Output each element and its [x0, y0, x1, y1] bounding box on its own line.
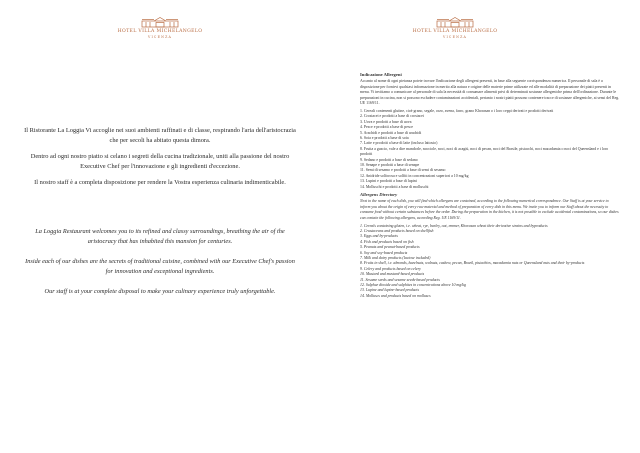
english-allergen-list [360, 224, 620, 300]
allergen-list-item: 12. Anidride solforosa e solfiti in concentrazioni superiori a 10 mg/kg [360, 173, 469, 178]
allergen-list-item: 2. Crustaceans and products based on shellfish [360, 228, 434, 233]
allergen-list-item: 14. Molluschi e prodotti a base di molluschi [360, 184, 429, 189]
allergen-list-item: 13. Lupine and lupine-based products [360, 288, 419, 293]
allergen-list-item: 3. Eggs and by-products [360, 234, 398, 239]
italian-allergen-intro: Accanto al nome di ogni pietanza potete trovare l'indicazione degli allergeni presenti, in base alla seguente corrispondenza numerica. Il personale di sala è a disposizione per fornirvi qualsiasi informazione in merito alla natura e origine delle materie prime utilizzate ed alle modalità di preparazione dei piatti presenti in menu. Vi invitiamo a comunicare al personale di sala la necessità di consumare alimenti privi di determinati sostanze allergeniche prima dell'ordinazione. Durante le preparazioni in cucina, non si possono escludere contaminazioni accidentali, pertanto i nostri piatti possono contenere tracce di sostanze allergeniche, ai sensi del Reg. UE 1169/11. [360, 79, 620, 106]
allergen-list-item: 8. Fruits in shell, i.e. almonds, hazelnuts, walnuts, cashew, pecan, Brazil, pistachios, macadamia nuts or Queensland nuts and their by-products [360, 261, 585, 266]
allergen-list-item: 4. Fish and products based on fish [360, 239, 414, 244]
villa-logo-icon [435, 16, 475, 28]
allergen-list-item: 7. Latte e prodotti a base di latte (incluso lattosio) [360, 141, 438, 146]
allergen-list-item: 9. Celery and products based on celery [360, 266, 421, 271]
right-page [320, 0, 640, 453]
allergen-list-item: 13. Lupini e prodotti a base di lupini [360, 179, 417, 184]
english-allergen-title: Allergens Directory [360, 192, 398, 198]
hotel-name: HOTEL VILLA MICHELANGELO [117, 29, 203, 34]
allergen-list-item: 14. Molluscs and products based on molluscs [360, 293, 431, 298]
italian-allergen-list [360, 109, 620, 190]
italian-welcome [22, 126, 298, 194]
allergen-list-item: 1. Cereals containing gluten, i.e. wheat, rye, barley, oat, emmer, Khorasan wheat their derivative strains and byproducts [360, 223, 548, 228]
allergen-list-item: 3. Uova e prodotti a base di uova [360, 119, 412, 124]
hotel-city: VICENZA [442, 35, 468, 39]
italian-paragraph: Il Ristorante La Loggia Vi accoglie nei suoi ambienti raffinati e di classe, respirando l'aria dell'aristocrazia che per secoli ha abitato questa dimora. [24, 127, 296, 144]
hotel-logo [115, 16, 205, 39]
english-paragraph: La Loggia Restaurant welcomes you to its refined and classy surroundings, breathing the air of the aristocracy that has inhabited this mansion for centuries. [35, 228, 285, 245]
allergen-list-item: 7. Milk and dairy products (lactose included) [360, 256, 431, 260]
allergen-info [360, 72, 620, 301]
allergen-list-item: 2. Crostacei e prodotti a base di crostacei [360, 114, 424, 119]
english-allergen-intro: Next to the name of each dish, you will find which allergens are contained, according to the following numerical correspondence. Our Staff is at your service to inform you about the origin of every raw material and method of preparation of every dish in this menu. We invite you to inform our Staff about the necessity to consume food without certain substances before the order. During the preparation in the kitchen, it is not possible to exclude accidental contaminations, so our dishes can contain the following allergens, according Reg. UE 1169/11. [360, 199, 619, 220]
allergen-list-item: 12. Sulphur dioxide and sulphites in concentrations above 10 mg/kg [360, 283, 466, 288]
allergen-list-item: 9. Sedano e prodotti a base di sedano [360, 157, 418, 162]
italian-allergen-title: Indicazione Allergeni [360, 72, 402, 77]
allergen-list-item: 11. Sesame seeds and sesame seeds-based products [360, 277, 440, 282]
allergen-list-item: 4. Pesce e prodotti a base di pesce [360, 125, 413, 130]
allergen-list-item: 6. Soy and soy-based products [360, 250, 408, 255]
allergen-list-item: 5. Peanuts and peanut-based products [360, 245, 420, 250]
english-paragraph: Our staff is at your complete disposal to make your culinary experience truly unforgettable. [44, 288, 276, 295]
hotel-city: VICENZA [147, 35, 173, 39]
allergen-list-item: 6. Soia e prodotti a base di soia [360, 135, 409, 140]
hotel-name: HOTEL VILLA MICHELANGELO [412, 29, 498, 34]
allergen-list-item: 8. Frutta a guscio, vale a dire mandorle, nocciole, noci, noci di acagiù, noci di pecan, noci del Brasile, pistacchi, noci macadamia o noci del Queensland e i loro prodotti [360, 146, 609, 157]
allergen-list-item: 1. Cereali contenenti glutine, cioè grano, segale, orzo, avena, farro, grano Khorasan o i loro ceppi derivati e prodotti derivati [360, 108, 554, 113]
allergen-list-item: 10. Senape e prodotti a base di senape [360, 163, 420, 167]
allergen-list-item: 11. Semi di sesamo e prodotti a base di semi di sesamo [360, 168, 446, 173]
english-paragraph: Inside each of our dishes are the secrets of traditional cuisine, combined with our Executive Chef's passion for innovation and exceptional ingredients. [25, 258, 295, 275]
italian-paragraph: Dentro ad ogni nostro piatto si celano i segreti della cucina tradizionale, uniti alla passione del nostro Executive Chef per l'innovazione e gli ingredienti d'eccezione. [30, 153, 290, 170]
allergen-list-item: 5. Arachidi e prodotti a base di arachidi [360, 130, 422, 135]
hotel-logo [410, 16, 500, 39]
allergen-list-item: 10. Mustard and mustard-based products [360, 272, 425, 277]
italian-paragraph: Il nostro staff è a completa disposizione per rendere la Vostra esperienza culinaria indimenticabile. [34, 179, 286, 186]
english-welcome [22, 227, 298, 307]
villa-logo-icon [140, 16, 180, 28]
